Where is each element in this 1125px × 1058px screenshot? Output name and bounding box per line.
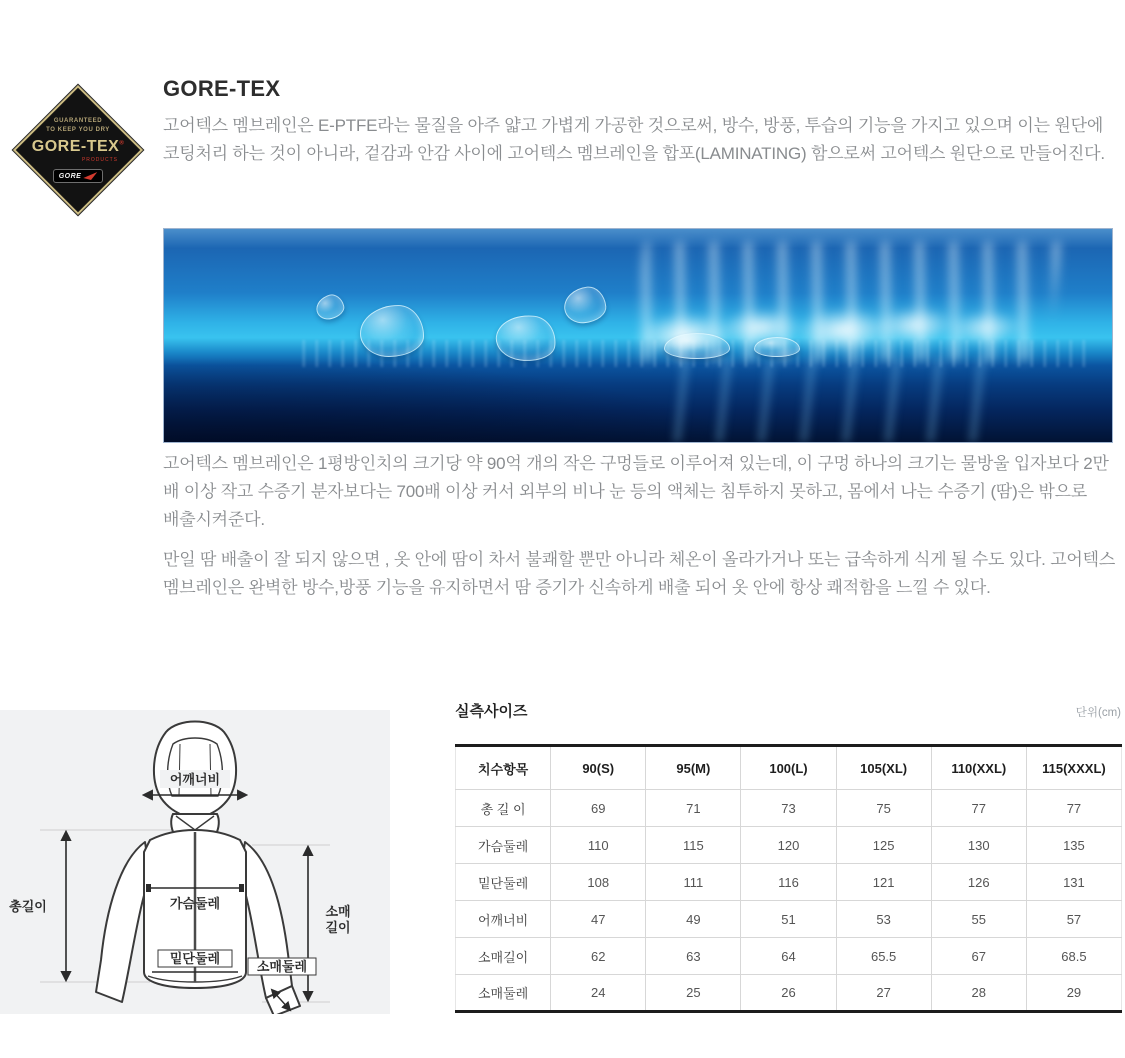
table-header-cell: 110(XXL) (931, 746, 1026, 790)
table-cell: 28 (931, 975, 1026, 1012)
water-droplet-icon (562, 285, 608, 325)
water-droplet-icon (754, 337, 800, 357)
table-header-cell: 100(L) (741, 746, 836, 790)
table-cell: 135 (1026, 827, 1121, 864)
jacket-diagram-svg (0, 710, 390, 1014)
table-cell: 65.5 (836, 938, 931, 975)
jacket-left-arm (96, 842, 150, 1002)
table-cell: 62 (551, 938, 646, 975)
table-cell: 120 (741, 827, 836, 864)
table-header-cell: 115(XXXL) (1026, 746, 1121, 790)
intro-paragraph: 고어텍스 멤브레인은 E-PTFE라는 물질을 아주 얇고 가볍게 가공한 것으로써, 방수, 방풍, 투습의 기능을 가지고 있으며 이는 원단에 코팅처리 하는 것이 아니라, 겉감과 안감 사이에 고어텍스 멤브레인을 합포(LAMINATING) 함으로써 고어텍스 원단으로 만들어진다. (163, 116, 1105, 163)
table-cell: 121 (836, 864, 931, 901)
table-cell: 64 (741, 938, 836, 975)
table-cell: 53 (836, 901, 931, 938)
table-cell: 29 (1026, 975, 1121, 1012)
table-cell: 77 (931, 790, 1026, 827)
water-droplet-icon (664, 333, 730, 359)
label-sleeve-girth: 소매둘레 (256, 959, 308, 974)
size-unit-label: 단위(cm) (1075, 707, 1121, 719)
description-paragraph-2: 만일 땀 배출이 잘 되지 않으면 , 옷 안에 땀이 차서 불쾌할 뿐만 아니라 체온이 올라가거나 또는 급속하게 식게 될 수도 있다. 고어텍스 멤브레인은 완벽한 방수,방풍 기능을 유지하면서 땀 증기가 신속하게 배출 되어 옷 안에 항상 쾌적함을 느낄 수 있다. (163, 550, 1116, 597)
label-total-length: 총길이 (9, 899, 47, 914)
table-row (456, 901, 1122, 938)
table-cell: 131 (1026, 864, 1121, 901)
row-label-cell: 소매둘레 (456, 975, 551, 1012)
table-row (456, 864, 1122, 901)
table-row (456, 975, 1122, 1012)
table-cell: 68.5 (1026, 938, 1121, 975)
table-header-cell: 105(XL) (836, 746, 931, 790)
row-label-cell: 가슴둘레 (456, 827, 551, 864)
table-cell: 115 (646, 827, 741, 864)
logo-tagline-line1: GUARANTEED (53, 118, 103, 124)
table-cell: 125 (836, 827, 931, 864)
row-label-cell: 어깨너비 (456, 901, 551, 938)
label-chest: 가슴둘레 (169, 896, 221, 911)
label-hem: 밑단둘레 (169, 951, 221, 966)
logo-brand-text: GORE-TEX® (31, 138, 125, 155)
table-cell: 63 (646, 938, 741, 975)
table-cell: 24 (551, 975, 646, 1012)
label-shoulder-width: 어깨너비 (169, 772, 221, 787)
table-cell: 57 (1026, 901, 1121, 938)
water-droplet-icon (360, 305, 424, 357)
logo-products-text: PRODUCTS (81, 157, 118, 163)
table-cell: 26 (741, 975, 836, 1012)
table-cell: 67 (931, 938, 1026, 975)
table-cell: 111 (646, 864, 741, 901)
table-cell: 77 (1026, 790, 1121, 827)
table-header-cell: 95(M) (646, 746, 741, 790)
table-cell: 47 (551, 901, 646, 938)
gore-emblem-text: GORE (58, 172, 82, 180)
table-cell: 73 (741, 790, 836, 827)
size-table-head (456, 746, 1122, 790)
size-section-title: 실측사이즈 (455, 703, 528, 720)
vapor-plume-below-icon (666, 357, 988, 442)
row-label-cell: 밑단둘레 (456, 864, 551, 901)
gore-swoosh-icon (83, 172, 97, 180)
table-header-cell: 90(S) (551, 746, 646, 790)
goretex-membrane-image (163, 228, 1113, 443)
table-cell: 55 (931, 901, 1026, 938)
table-cell: 116 (741, 864, 836, 901)
table-header-cell: 치수항목 (456, 746, 551, 790)
table-row (456, 790, 1122, 827)
table-cell: 69 (551, 790, 646, 827)
row-label-cell: 소매길이 (456, 938, 551, 975)
gore-emblem (53, 169, 104, 183)
registered-mark: ® (119, 140, 125, 147)
label-sleeve-length-2: 길이 (325, 920, 351, 935)
table-cell: 25 (646, 975, 741, 1012)
size-table (455, 744, 1122, 1013)
table-cell: 110 (551, 827, 646, 864)
water-droplet-icon (314, 292, 347, 322)
logo-tagline-line2: TO KEEP YOU DRY (46, 127, 110, 133)
goretex-logo (10, 82, 146, 218)
table-cell: 51 (741, 901, 836, 938)
table-header-row (456, 746, 1122, 790)
description-paragraph-1: 고어텍스 멤브레인은 1평방인치의 크기당 약 90억 개의 작은 구멍들로 이루어져 있는데, 이 구멍 하나의 크기는 물방울 입자보다 2만 배 이상 작고 수증기 분자보다는 700배 이상 커서 외부의 비나 눈 등의 액체는 침투하지 못하고, 몸에서 나는 수증기 (땀)은 밖으로 배출시켜준다. (163, 454, 1109, 529)
table-cell: 71 (646, 790, 741, 827)
section-title-goretex: GORE-TEX (163, 76, 281, 101)
table-cell: 126 (931, 864, 1026, 901)
table-row (456, 938, 1122, 975)
jacket-hood (154, 722, 236, 815)
table-cell: 75 (836, 790, 931, 827)
table-cell: 27 (836, 975, 931, 1012)
jacket-measurement-diagram (0, 710, 390, 1014)
label-sleeve-length-1: 소매 (325, 904, 351, 919)
table-cell: 130 (931, 827, 1026, 864)
size-table-body (456, 790, 1122, 1012)
table-cell: 108 (551, 864, 646, 901)
table-row (456, 827, 1122, 864)
table-cell: 49 (646, 901, 741, 938)
row-label-cell: 총 길 이 (456, 790, 551, 827)
